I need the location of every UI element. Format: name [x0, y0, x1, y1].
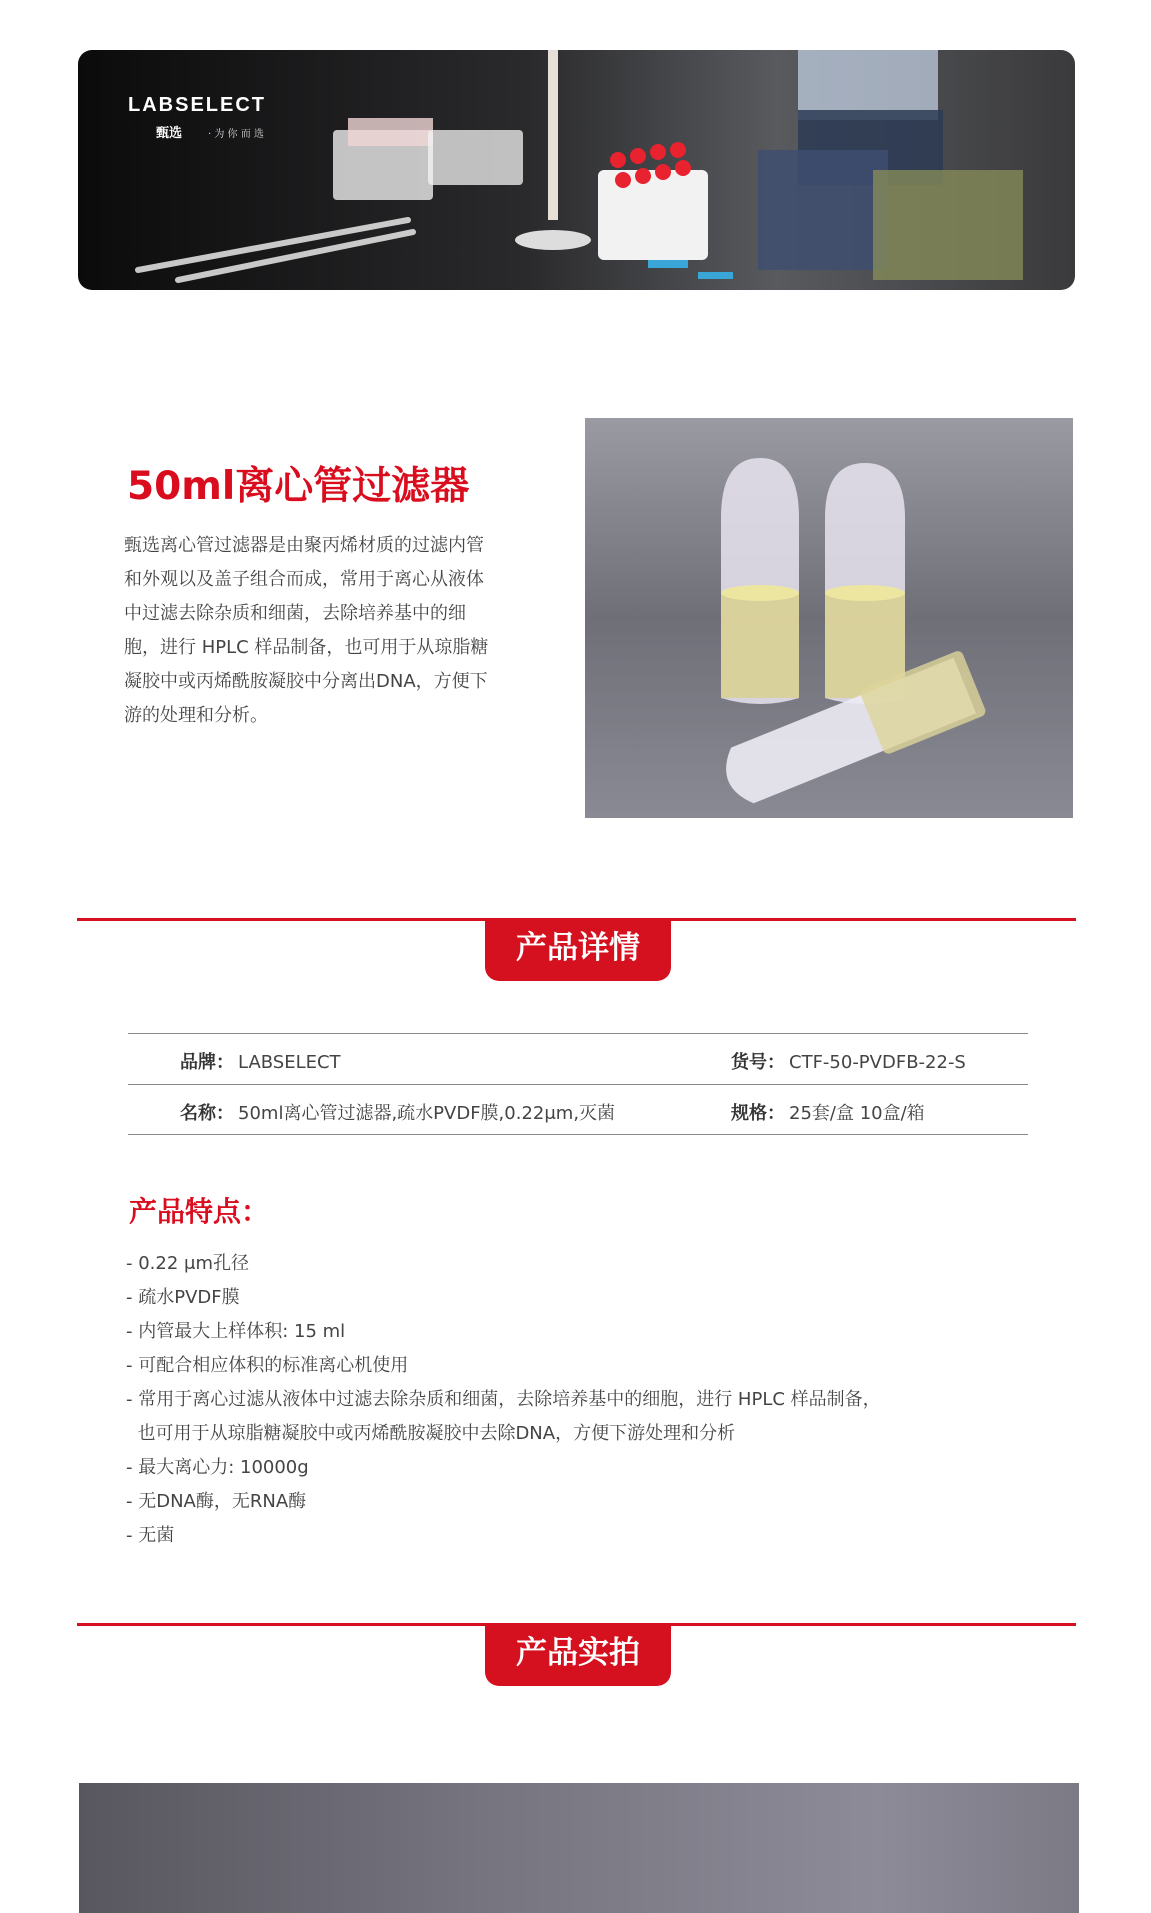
feature-item: - 无菌 — [126, 1525, 175, 1546]
feature-item: - 0.22 μm孔径 — [126, 1253, 250, 1274]
sku-value: CTF-50-PVDFB-22-S — [789, 1052, 966, 1073]
product-title: 50ml离心管过滤器 — [127, 464, 470, 509]
name-label: 名称： — [180, 1103, 234, 1124]
section-title-photos: 产品实拍 — [485, 1625, 671, 1686]
detail-row-name — [180, 1099, 615, 1125]
spec-value: 25套/盒 10盒/箱 — [789, 1103, 925, 1124]
feature-item: - 常用于离心过滤从液体中过滤去除杂质和细菌，去除培养基中的细胞，进行 HPLC 样品制备， — [126, 1389, 881, 1410]
section-title-details: 产品详情 — [485, 920, 671, 981]
brand-label: 品牌： — [180, 1052, 234, 1073]
product-photo — [585, 418, 1073, 818]
detail-row-sku — [731, 1048, 966, 1074]
table-rule — [128, 1084, 1028, 1085]
feature-item: - 疏水PVDF膜 — [126, 1287, 240, 1308]
labware-illustration — [78, 50, 1075, 290]
brand-logo: LABSELECT — [128, 94, 266, 116]
detail-row-spec — [731, 1099, 925, 1125]
feature-item: - 最大离心力: 10000g — [126, 1457, 309, 1478]
features-title: 产品特点： — [129, 1195, 270, 1228]
detail-row-brand — [180, 1048, 341, 1074]
feature-item: 也可用于从琼脂糖凝胶中或丙烯酰胺凝胶中去除DNA，方便下游处理和分析 — [126, 1423, 736, 1444]
feature-item: - 无DNA酶，无RNA酶 — [126, 1491, 307, 1512]
brand-logo-cn: 甄选 — [156, 126, 183, 141]
product-intro: 甄选离心管过滤器是由聚丙烯材质的过滤内管和外观以及盖子组合而成，常用于离心从液体中过滤去除杂质和细菌，去除培养基中的细胞，进行 HPLC 样品制备，也可用于从琼脂糖凝胶中或丙烯酰胺凝胶中分离出DNA，方便下游的处理和分析。 — [124, 535, 489, 726]
product-real-photo — [79, 1783, 1079, 1913]
name-value: 50ml离心管过滤器,疏水PVDF膜,0.22μm,灭菌 — [238, 1103, 616, 1124]
feature-item: - 可配合相应体积的标准离心机使用 — [126, 1355, 409, 1376]
sku-label: 货号： — [731, 1052, 785, 1073]
brand-slogan: · 为 你 而 选 — [208, 129, 264, 140]
product-banner — [78, 50, 1075, 290]
feature-item: - 内管最大上样体积: 15 ml — [126, 1321, 346, 1342]
table-rule — [128, 1033, 1028, 1034]
spec-label: 规格： — [731, 1103, 785, 1124]
features-list — [126, 1247, 881, 1553]
brand-value: LABSELECT — [238, 1052, 341, 1073]
table-rule — [128, 1134, 1028, 1135]
